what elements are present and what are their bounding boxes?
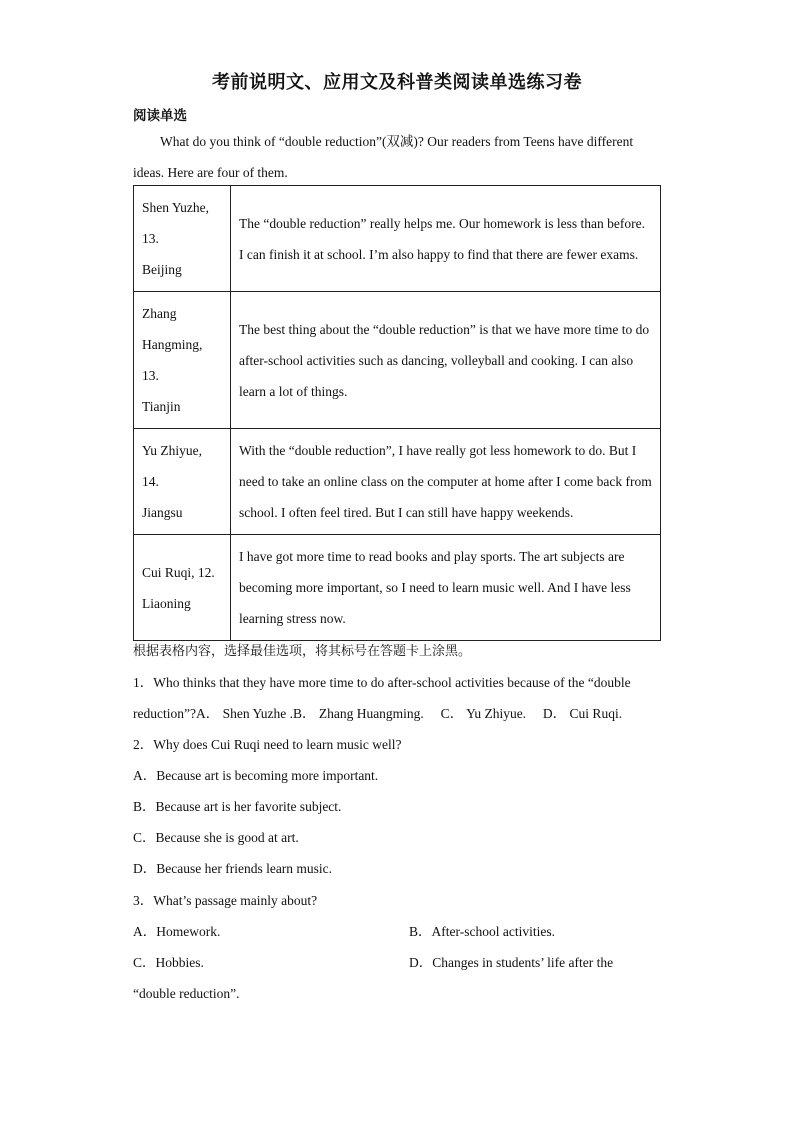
document-title: 考前说明文、应用文及科普类阅读单选练习卷 [212, 72, 582, 93]
reader-info [134, 429, 231, 535]
table-row [134, 429, 661, 535]
question-2-option-b[interactable]: B．Because art is her favorite subject. [133, 799, 342, 814]
question-3-option-d[interactable]: D．Changes in students’ life after the [409, 955, 614, 970]
question-2-option-a[interactable]: A．Because art is becoming more important. [133, 768, 379, 783]
reader-opinion: The best thing about the “double reduction” is that we have more time to do after-school activities such as dancing, volleyball and cooking. I can also learn a lot of things. [231, 292, 661, 429]
question-2-option-c[interactable]: C．Because she is good at art. [133, 830, 299, 845]
reader-name: Yu Zhiyue, [142, 443, 202, 458]
question-3-option-c[interactable]: C．Hobbies. [133, 955, 204, 970]
reader-place: Jiangsu [142, 505, 183, 520]
question-3-option-d-continued: “double reduction”. [133, 986, 240, 1001]
reader-opinion: With the “double reduction”, I have really got less homework to do. But I need to take an online class on the computer at home after I come back from school. I often feel tired. But I can still have happy weekends. [231, 429, 661, 535]
question-1: 1．Who thinks that they have more time to do after-school activities because of the “double reduction”?A． Shen Yuzhe .B． Zhang Huangming. C． Yu Zhiyue. D． Cui Ruqi. [133, 675, 631, 721]
table-row [134, 292, 661, 429]
reader-name: Cui Ruqi, 12. [142, 564, 215, 580]
reader-info [134, 535, 231, 641]
table-row [134, 535, 661, 641]
reader-name: Hangming, [142, 337, 203, 352]
reader-place: Liaoning [142, 595, 191, 611]
reader-age: 13. [142, 231, 159, 246]
section-heading: 阅读单选 [133, 108, 187, 124]
table-row [134, 186, 661, 292]
reader-age: 14. [142, 474, 159, 489]
question-3-option-a[interactable]: A．Homework. [133, 924, 221, 939]
reader-opinion: The “double reduction” really helps me. Our homework is less than before. I can finish it at school. I’m also happy to find that there are fewer exams. [231, 186, 661, 292]
intro-paragraph: What do you think of “double reduction”(双减)? Our readers from Teens have different ideas. Here are four of them. [133, 134, 634, 180]
question-3-stem: 3．What’s passage mainly about? [133, 893, 318, 908]
reader-place: Tianjin [142, 399, 181, 414]
opinions-table [133, 185, 661, 641]
reader-place: Beijing [142, 262, 182, 277]
reader-name: Zhang [142, 306, 177, 321]
reader-info [134, 186, 231, 292]
reader-name: Shen Yuzhe, [142, 200, 209, 215]
reader-opinion: I have got more time to read books and play sports. The art subjects are becoming more important, so I need to learn music well. And I have less learning stress now. [231, 535, 661, 641]
question-2-stem: 2．Why does Cui Ruqi need to learn music well? [133, 737, 402, 752]
question-3-option-b[interactable]: B．After-school activities. [409, 924, 555, 939]
instruction: 根据表格内容，选择最佳选项，将其标号在答题卡上涂黑。 [133, 644, 472, 659]
reader-age: 13. [142, 368, 159, 383]
question-2-option-d[interactable]: D．Because her friends learn music. [133, 861, 333, 876]
reader-info [134, 292, 231, 429]
